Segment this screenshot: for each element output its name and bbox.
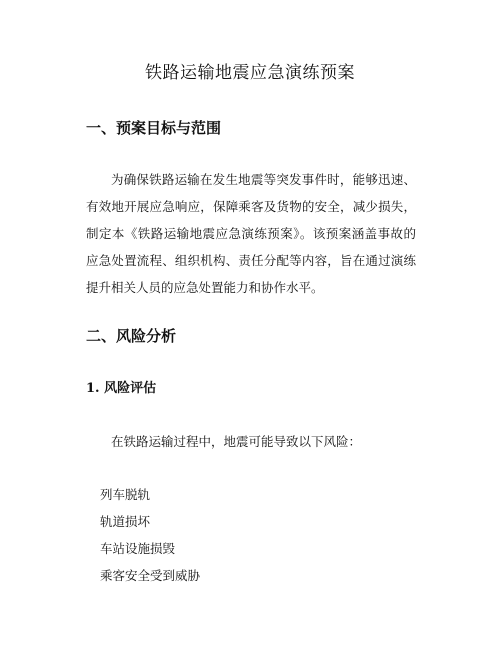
list-item: 轨道损坏 bbox=[100, 514, 151, 529]
list-item: 列车脱轨 bbox=[100, 487, 151, 502]
subsection-heading-risk-assessment: 1. 风险评估 bbox=[86, 381, 157, 396]
section-heading-risk-analysis: 二、风险分析 bbox=[86, 327, 177, 345]
risk-list bbox=[100, 481, 200, 589]
section-paragraph-goals: 为确保铁路运输在发生地震等突发事件时，能够迅速、有效地开展应急响应，保障乘客及货物的安全，减少损失，制定本《铁路运输地震应急演练预案》。该预案涵盖事故的应急处置流程、组织机构、责任分配等内容，旨在通过演练提升相关人员的应急处置能力和协作水平。 bbox=[86, 172, 416, 295]
list-item: 乘客安全受到威胁 bbox=[100, 568, 201, 583]
section-heading-goals: 一、预案目标与范围 bbox=[86, 119, 222, 137]
document-title: 铁路运输地震应急演练预案 bbox=[145, 63, 355, 83]
list-item: 车站设施损毁 bbox=[100, 541, 176, 556]
subsection-paragraph-risk-assessment: 在铁路运输过程中，地震可能导致以下风险： bbox=[111, 434, 362, 449]
